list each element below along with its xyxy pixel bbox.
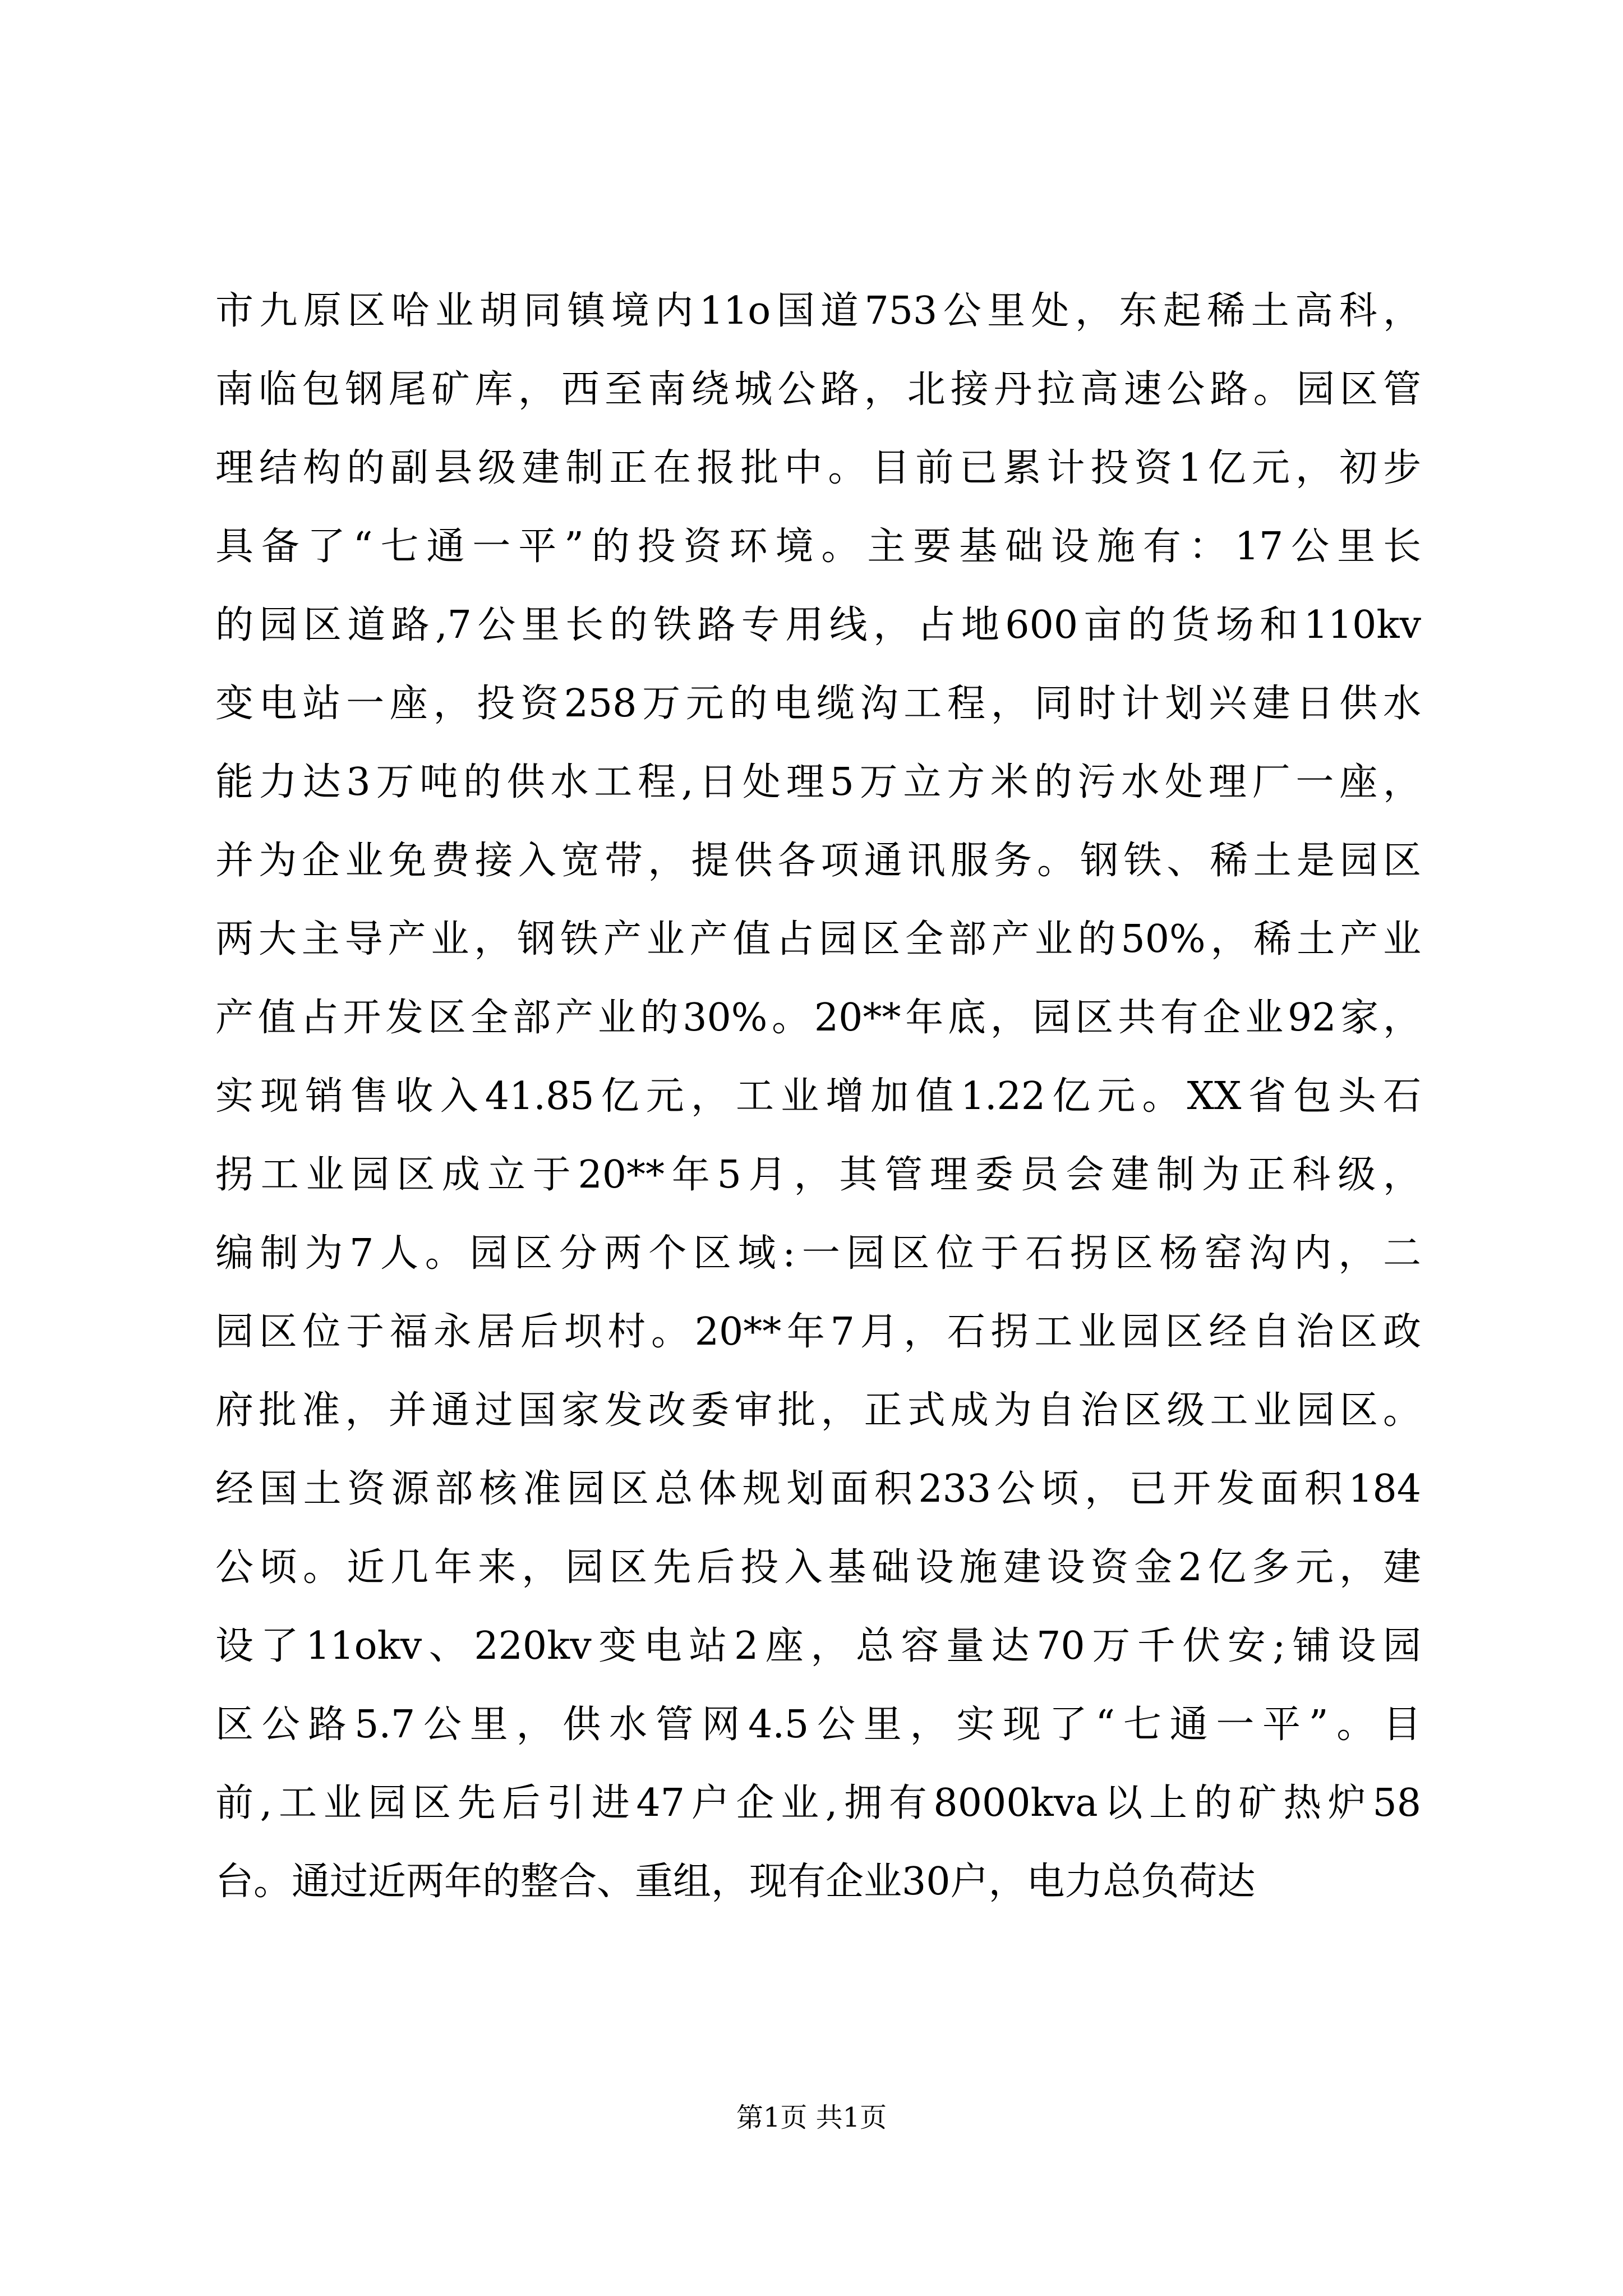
- text-line: 市九原区哈业胡同镇境内11o国道753公里处，东起稀土高科，: [215, 289, 1421, 333]
- text-line: 公顷。近几年来，园区先后投入基础设施建设资金2亿多元，建: [215, 1545, 1421, 1590]
- page-footer: 第1页 共1页: [736, 2102, 887, 2133]
- text-line: 编制为7人。园区分两个区域:一园区位于石拐区杨窑沟内，二: [215, 1231, 1421, 1276]
- text-line: 并为企业免费接入宽带，提供各项通讯服务。钢铁、稀土是园区: [215, 839, 1421, 883]
- text-line: 前,工业园区先后引进47户企业,拥有8000kva以上的矿热炉58: [215, 1781, 1421, 1825]
- text-line: 设了11okv、220kv变电站2座，总容量达70万千伏安;铺设园: [215, 1624, 1421, 1668]
- text-line: 区公路5.7公里，供水管网4.5公里，实现了“七通一平”。目: [215, 1703, 1421, 1747]
- text-line: 府批准，并通过国家发改委审批，正式成为自治区级工业园区。: [215, 1388, 1421, 1433]
- text-line: 拐工业园区成立于20**年5月，其管理委员会建制为正科级，: [215, 1153, 1421, 1197]
- text-line: 南临包钢尾矿库，西至南绕城公路，北接丹拉高速公路。园区管: [215, 367, 1421, 412]
- text-line: 变电站一座，投资258万元的电缆沟工程，同时计划兴建日供水: [215, 682, 1421, 726]
- text-line: 实现销售收入41.85亿元，工业增加值1.22亿元。XX省包头石: [215, 1074, 1421, 1119]
- text-line: 的园区道路,7公里长的铁路专用线，占地600亩的货场和110kv: [215, 603, 1421, 647]
- text-line: 园区位于福永居后坝村。20**年7月，石拐工业园区经自治区政: [215, 1310, 1421, 1354]
- text-line: 台。通过近两年的整合、重组，现有企业30户，电力总负荷达: [215, 1860, 1256, 1904]
- text-line: 两大主导产业，钢铁产业产值占园区全部产业的50%，稀土产业: [215, 917, 1421, 961]
- text-line: 能力达3万吨的供水工程,日处理5万立方米的污水处理厂一座，: [215, 760, 1421, 804]
- text-line: 产值占开发区全部产业的30%。20**年底，园区共有企业92家，: [215, 996, 1421, 1040]
- text-line: 经国土资源部核准园区总体规划面积233公顷，已开发面积184: [215, 1467, 1421, 1511]
- text-line: 理结构的副县级建制正在报批中。目前已累计投资1亿元，初步: [215, 446, 1421, 490]
- text-line: 具备了“七通一平”的投资环境。主要基础设施有：17公里长: [215, 524, 1421, 569]
